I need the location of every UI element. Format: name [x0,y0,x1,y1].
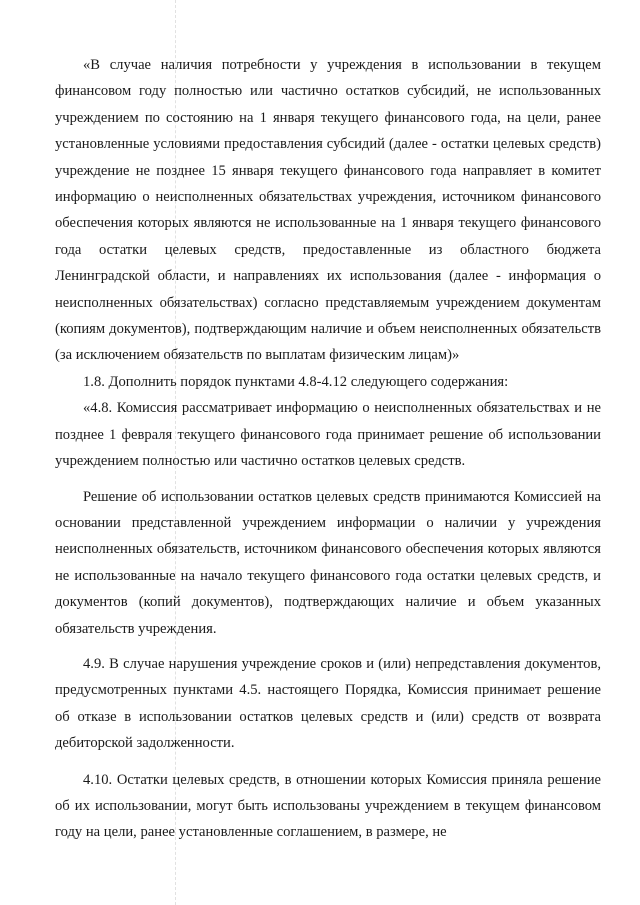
document-body [55,52,601,846]
paragraph-clause-4-8: «4.8. Комиссия рассматривает информацию о неисполненных обязательствах и не позднее 1 февраля текущего финансового года принимает решение об использовании учреждением полностью или частично остатков целевых средств. [55,400,601,470]
paragraph-clause-4-9: 4.9. В случае нарушения учреждение сроков и (или) непредставления документов, предусмотренных пунктами 4.5. настоящего Порядка, Комиссия принимает решение об отказе в использовании остатков целевых средств и (или) средств от возврата дебиторской задолженности. [55,655,601,752]
paragraph-amendment-1-8: 1.8. Дополнить порядок пунктами 4.8-4.12 следующего содержания: [83,373,509,390]
paragraph-commission-decision: Решение об использовании остатков целевых средств принимаются Комиссией на основании представленной учреждением информации о наличии у учреждения неисполненных обязательств, источником финансового обеспечения которых являются не использованные на начало текущего финансового года остатки целевых средств, и документов (копий документов), подтверждающих наличие и объем указанных обязательств учреждения. [55,488,601,637]
paragraph-remaining-subsidies: «В случае наличия потребности у учреждения в использовании в текущем финансовом году полностью или частично остатков субсидий, не использованных учреждением по состоянию на 1 января текущего финансового года, на цели, ранее установленные условиями предоставления субсидий (далее - остатки целевых средств) учреждение не позднее 15 января текущего финансового года направляет в комитет информацию о неисполненных обязательствах учреждения, источником финансового обеспечения которых являются не использованные на 1 января текущего финансового года остатки целевых средств, предоставленные из областного бюджета Ленинградской области, и направлениях их использования (далее - информация о неисполненных обязательствах) согласно представляемым учреждением документам (копиям документов), подтверждающим наличие и объем неисполненных обязательств (за исключением обязательств по выплатам физическим лицам)» [55,57,601,364]
paragraph-clause-4-10: 4.10. Остатки целевых средств, в отношении которых Комиссия приняла решение об их использовании, могут быть использованы учреждением в текущем финансовом году на цели, ранее установленные соглашением, в размере, не [55,771,601,841]
